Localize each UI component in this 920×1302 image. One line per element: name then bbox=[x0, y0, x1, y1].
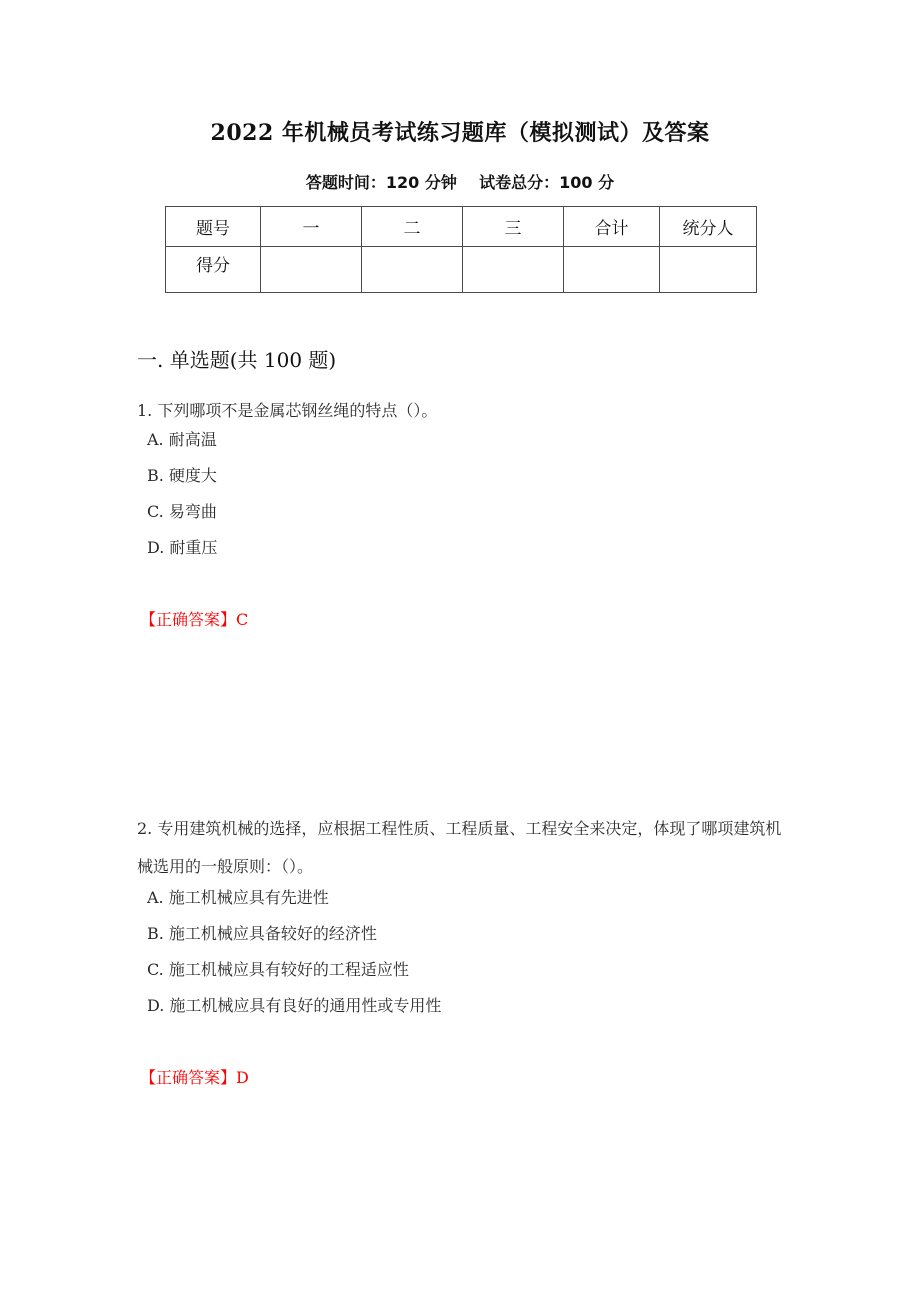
table-header-cell: 二 bbox=[362, 207, 463, 247]
table-header-cell: 合计 bbox=[564, 207, 660, 247]
question-1-correct-answer: 【正确答案】C bbox=[140, 610, 249, 629]
table-row bbox=[166, 207, 757, 247]
question-1-option-b: B. 硬度大 bbox=[147, 466, 217, 485]
table-cell-score bbox=[463, 247, 564, 293]
score-table bbox=[165, 206, 757, 293]
question-2-option-d: D. 施工机械应具有良好的通用性或专用性 bbox=[147, 996, 442, 1015]
table-row bbox=[166, 247, 757, 293]
table-header-cell: 三 bbox=[463, 207, 564, 247]
table-header-cell: 一 bbox=[261, 207, 362, 247]
table-header-cell: 统分人 bbox=[660, 207, 757, 247]
document-subtitle: 答题时间：120 分钟 试卷总分：100 分 bbox=[305, 173, 615, 192]
question-2-option-b: B. 施工机械应具备较好的经济性 bbox=[147, 924, 377, 943]
question-2-correct-answer: 【正确答案】D bbox=[140, 1068, 249, 1087]
table-header-cell: 题号 bbox=[166, 207, 261, 247]
table-cell-score bbox=[261, 247, 362, 293]
table-cell-score bbox=[362, 247, 463, 293]
table-cell-score bbox=[660, 247, 757, 293]
section-heading-single-choice: 一. 单选题(共 100 题) bbox=[137, 348, 337, 372]
question-1-option-d: D. 耐重压 bbox=[147, 538, 218, 557]
question-2-option-a: A. 施工机械应具有先进性 bbox=[147, 888, 329, 907]
question-2-option-c: C. 施工机械应具有较好的工程适应性 bbox=[147, 960, 409, 979]
question-1-text: 1. 下列哪项不是金属芯钢丝绳的特点（）。 bbox=[137, 401, 438, 420]
question-1-option-a: A. 耐高温 bbox=[147, 430, 217, 449]
document-title: 2022 年机械员考试练习题库（模拟测试）及答案 bbox=[210, 120, 710, 146]
question-2-text: 2. 专用建筑机械的选择，应根据工程性质、工程质量、工程安全来决定，体现了哪项建筑机械选用的一般原则：（）。 bbox=[137, 819, 782, 876]
table-row-label: 得分 bbox=[166, 247, 261, 293]
score-table-container bbox=[165, 206, 757, 293]
question-1-option-c: C. 易弯曲 bbox=[147, 502, 217, 521]
table-cell-score bbox=[564, 247, 660, 293]
